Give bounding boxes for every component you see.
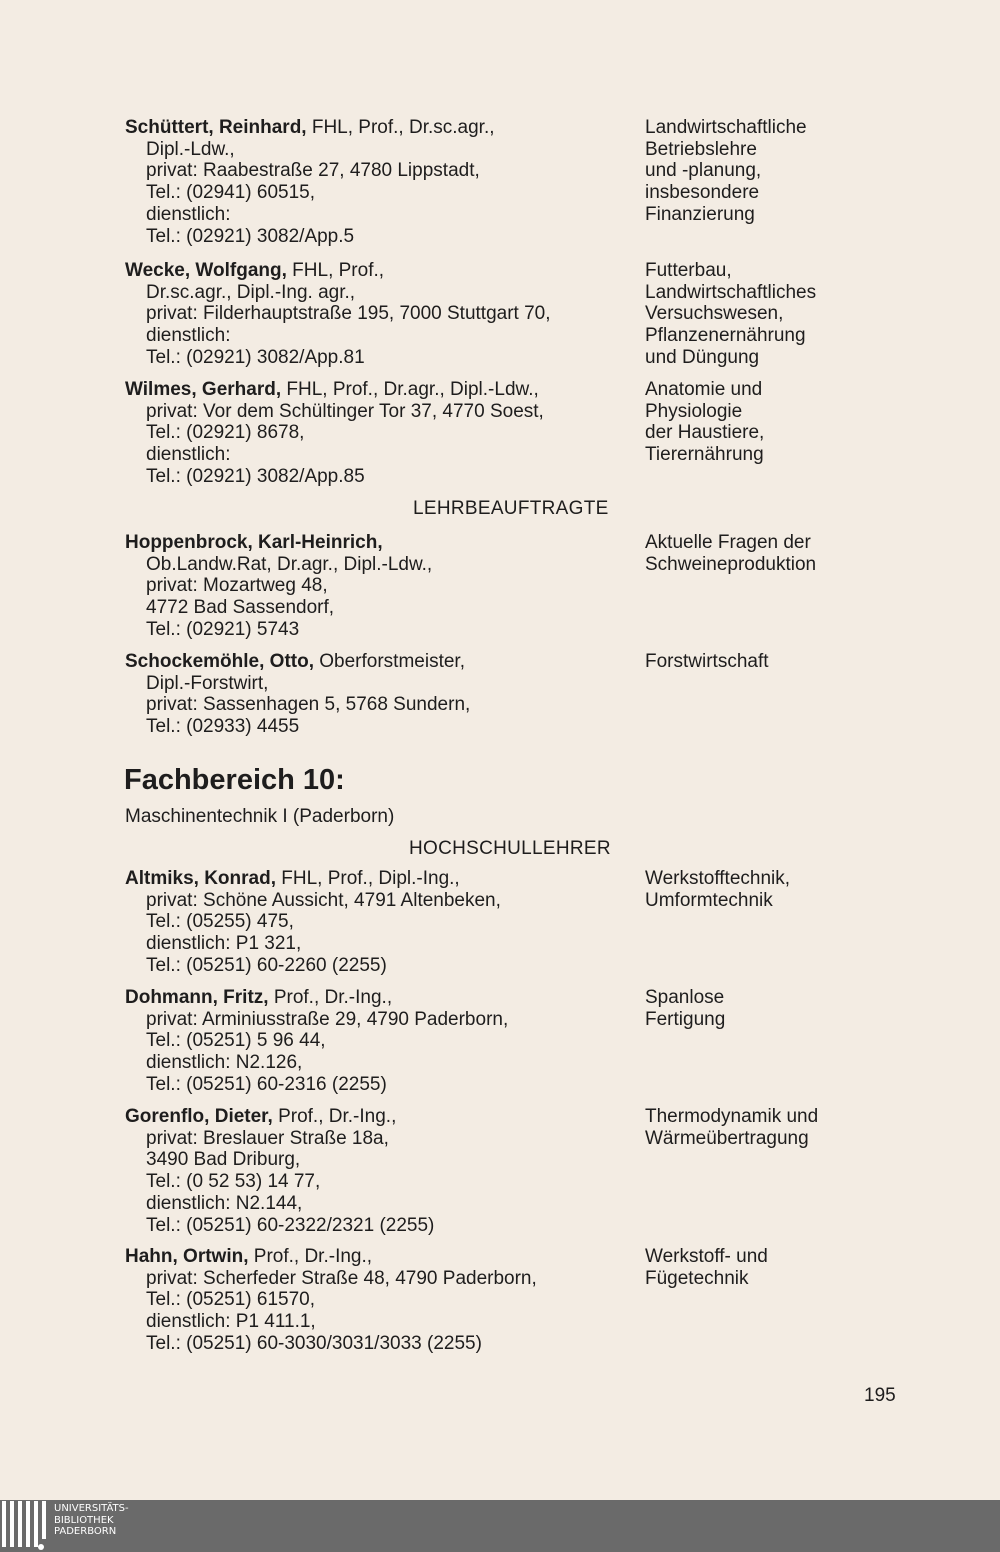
subject-line: Versuchswesen, <box>645 303 784 325</box>
detail-line: Tel.: (0 52 53) 14 77, <box>146 1171 321 1193</box>
detail-line: Tel.: (02933) 4455 <box>146 716 300 738</box>
detail-line: Tel.: (02921) 8678, <box>146 422 305 444</box>
entry-details <box>125 1106 625 1236</box>
person-name: Hahn, Ortwin, <box>125 1246 249 1267</box>
detail-line: Tel.: (02921) 5743 <box>146 618 300 640</box>
detail-line: Tel.: (02921) 3082/App.5 <box>146 225 355 247</box>
library-name-line: UNIVERSITÄTS- <box>54 1503 129 1514</box>
subject-line: Tierernährung <box>645 444 764 466</box>
detail-line: dienstlich: P1 411.1, <box>146 1311 316 1333</box>
detail-line: Tel.: (05255) 475, <box>146 911 294 933</box>
subject-area <box>645 260 885 369</box>
subject-line: Fügetechnik <box>645 1267 749 1289</box>
entry-details <box>125 651 625 738</box>
person-title: Prof., Dr.-Ing., <box>248 1246 373 1267</box>
detail-line: privat: Scherfeder Straße 48, 4790 Paderborn, <box>146 1267 537 1289</box>
subject-area <box>645 379 885 466</box>
person-name: Schockemöhle, Otto, <box>125 651 314 672</box>
library-name <box>54 1503 129 1538</box>
subject-area <box>645 1106 885 1149</box>
subject-line: Futterbau, <box>645 260 732 281</box>
entry-details <box>125 987 625 1096</box>
detail-line: Tel.: (05251) 60-3030/3031/3033 (2255) <box>146 1332 482 1354</box>
entry-details <box>125 379 625 488</box>
detail-line: privat: Raabestraße 27, 4780 Lippstadt, <box>146 160 480 182</box>
subject-line: Werkstofftechnik, <box>645 868 791 889</box>
subject-line: Physiologie <box>645 400 743 422</box>
detail-line: Dipl.-Forstwirt, <box>146 672 269 694</box>
section-heading-hochschullehrer: HOCHSCHULLEHRER <box>409 838 611 859</box>
detail-line: dienstlich: N2.126, <box>146 1052 303 1074</box>
person-title: FHL, Prof., Dr.agr., Dipl.-Ldw., <box>281 379 539 400</box>
subject-line: Aktuelle Fragen der <box>645 532 811 553</box>
detail-line: Ob.Landw.Rat, Dr.agr., Dipl.-Ldw., <box>146 553 433 575</box>
library-name-line: PADERBORN <box>54 1526 117 1537</box>
subject-area <box>645 532 885 575</box>
person-name: Gorenflo, Dieter, <box>125 1106 273 1127</box>
detail-line: Tel.: (05251) 60-2322/2321 (2255) <box>146 1214 435 1236</box>
library-logo-icon <box>2 1501 50 1547</box>
detail-line: 3490 Bad Driburg, <box>146 1149 301 1171</box>
detail-line: Tel.: (05251) 5 96 44, <box>146 1030 326 1052</box>
subject-line: Werkstoff- und <box>645 1246 768 1267</box>
subject-line: und Düngung <box>645 346 760 368</box>
subject-line: Landwirtschaftliche <box>645 117 807 138</box>
person-name: Wilmes, Gerhard, <box>125 379 282 400</box>
entry-details <box>125 117 625 247</box>
detail-line: Tel.: (02921) 3082/App.81 <box>146 346 365 368</box>
person-name: Altmiks, Konrad, <box>125 868 276 889</box>
detail-line: Tel.: (05251) 60-2316 (2255) <box>146 1073 387 1095</box>
library-name-line: BIBLIOTHEK <box>54 1514 114 1526</box>
subject-line: Landwirtschaftliches <box>645 281 817 303</box>
person-title: FHL, Prof., Dipl.-Ing., <box>275 868 460 889</box>
subject-line: der Haustiere, <box>645 422 765 444</box>
person-title: Prof., Dr.-Ing., <box>272 1106 397 1127</box>
subject-line: insbesondere <box>645 182 760 204</box>
subject-line: Fertigung <box>645 1008 726 1030</box>
entry-details <box>125 868 625 977</box>
subject-line: Finanzierung <box>645 203 755 225</box>
detail-line: dienstlich: N2.144, <box>146 1192 303 1214</box>
library-footer-bar <box>0 1500 1000 1552</box>
subject-line: Anatomie und <box>645 379 763 400</box>
subject-area <box>645 117 885 226</box>
entry-details <box>125 1246 625 1355</box>
detail-line: privat: Filderhauptstraße 195, 7000 Stuttgart 70, <box>146 303 551 325</box>
detail-line: privat: Sassenhagen 5, 5768 Sundern, <box>146 694 471 716</box>
subject-line: Betriebslehre <box>645 138 757 160</box>
subject-line: Pflanzenernährung <box>645 325 806 347</box>
detail-line: privat: Vor dem Schültinger Tor 37, 4770 Soest, <box>146 400 544 422</box>
subject-line: Schweineproduktion <box>645 553 817 575</box>
detail-line: dienstlich: <box>146 444 231 466</box>
subject-area <box>645 1246 885 1289</box>
detail-line: 4772 Bad Sassendorf, <box>146 597 335 619</box>
detail-line: Dipl.-Ldw., <box>146 138 235 160</box>
person-name: Hoppenbrock, Karl-Heinrich, <box>125 532 383 553</box>
subject-area <box>645 987 885 1030</box>
subject-line: Umformtechnik <box>645 889 773 911</box>
person-name: Schüttert, Reinhard, <box>125 117 307 138</box>
detail-line: privat: Arminiusstraße 29, 4790 Paderborn, <box>146 1008 509 1030</box>
subject-line: und -planung, <box>645 160 762 182</box>
entry-details <box>125 260 625 369</box>
subject-line: Spanlose <box>645 987 725 1008</box>
subject-area <box>645 868 885 911</box>
subject-area <box>645 651 885 673</box>
subject-line: Wärmeübertragung <box>645 1127 809 1149</box>
detail-line: dienstlich: P1 321, <box>146 933 302 955</box>
subject-line: Forstwirtschaft <box>645 651 769 672</box>
person-name: Dohmann, Fritz, <box>125 987 269 1008</box>
fachbereich-subtitle: Maschinentechnik I (Paderborn) <box>125 806 395 827</box>
person-title: FHL, Prof., Dr.sc.agr., <box>306 117 495 138</box>
logo-dot-icon <box>38 1544 44 1550</box>
section-heading-lehrbeauftragte: LEHRBEAUFTRAGTE <box>413 498 609 519</box>
person-title: Oberforstmeister, <box>313 651 465 672</box>
subject-line: Thermodynamik und <box>645 1106 819 1127</box>
person-title: Prof., Dr.-Ing., <box>268 987 393 1008</box>
detail-line: privat: Breslauer Straße 18a, <box>146 1127 389 1149</box>
page-number: 195 <box>864 1385 896 1406</box>
fachbereich-title: Fachbereich 10: <box>124 764 345 796</box>
detail-line: Tel.: (02941) 60515, <box>146 182 316 204</box>
detail-line: dienstlich: <box>146 203 231 225</box>
detail-line: Tel.: (05251) 60-2260 (2255) <box>146 954 387 976</box>
detail-line: Dr.sc.agr., Dipl.-Ing. agr., <box>146 281 356 303</box>
detail-line: privat: Mozartweg 48, <box>146 575 328 597</box>
detail-line: dienstlich: <box>146 325 231 347</box>
person-title: FHL, Prof., <box>286 260 385 281</box>
person-name: Wecke, Wolfgang, <box>125 260 287 281</box>
detail-line: privat: Schöne Aussicht, 4791 Altenbeken, <box>146 889 501 911</box>
detail-line: Tel.: (02921) 3082/App.85 <box>146 465 365 487</box>
detail-line: Tel.: (05251) 61570, <box>146 1289 316 1311</box>
entry-details <box>125 532 625 641</box>
